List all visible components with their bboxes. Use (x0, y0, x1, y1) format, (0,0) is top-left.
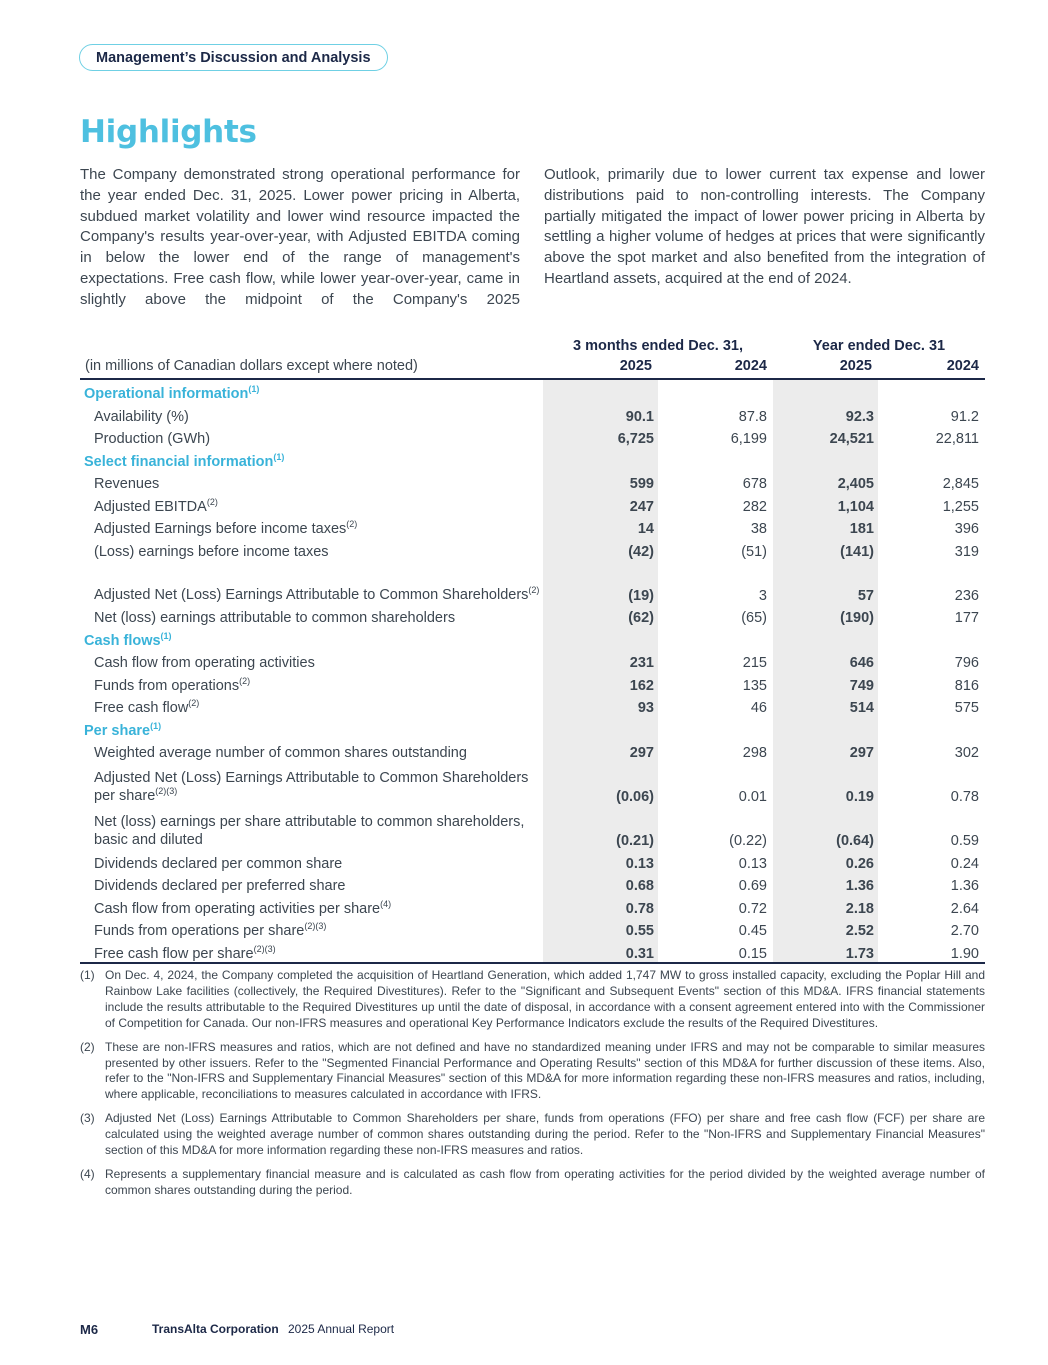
row-label: Dividends declared per preferred share (94, 878, 346, 894)
footer-company: TransAlta Corporation (152, 1322, 279, 1336)
row-label: Free cash flow per share (94, 945, 254, 962)
prior-value: 0.01 (738, 789, 767, 805)
prior-value: 0.72 (738, 900, 767, 917)
table-row (80, 671, 985, 694)
table-row (80, 537, 985, 560)
table-row (80, 917, 985, 940)
footnote-ref: (2)(3) (304, 921, 327, 931)
footnote-ref: (2) (239, 675, 251, 686)
year-header-y-2025: 2025 (773, 354, 878, 379)
group-header-row (80, 331, 985, 354)
row-label: Revenues (94, 476, 160, 492)
prior-value: 0.69 (738, 878, 767, 894)
prior-value: 0.15 (658, 939, 773, 963)
current-value: 2,405 (773, 470, 878, 493)
footnote-ref: (2) (346, 519, 358, 529)
prior-value: (51) (741, 543, 767, 560)
group-header-3-months: 3 months ended Dec. 31, (572, 337, 744, 354)
current-value: 181 (773, 515, 878, 538)
group-header-year: Year ended Dec. 31 (812, 337, 946, 354)
current-value: 0.78 (543, 894, 658, 917)
current-value: (141) (773, 537, 878, 560)
current-value: (190) (773, 604, 878, 627)
table-row (80, 761, 985, 805)
footnote-key: (2) (80, 1039, 95, 1054)
current-value: 24,521 (773, 425, 878, 448)
prior-value: 2.64 (950, 900, 979, 917)
footnote-ref: (1) (150, 720, 162, 731)
footnote-ref: (2)(3) (155, 786, 178, 796)
current-value: 2.52 (773, 917, 878, 940)
footnote-text: Represents a supplementary financial measure and is calculated as cash flow from operating activities for the period divided by the weighted average number of common shares outstanding during the period. (105, 1166, 985, 1197)
current-value: 231 (543, 649, 658, 672)
section-row (80, 626, 985, 649)
current-value: 6,725 (543, 425, 658, 448)
row-label: (Loss) earnings before income taxes (94, 543, 329, 560)
footnote-key: (1) (80, 968, 95, 982)
year-header-y-2024: 2024 (878, 354, 985, 379)
current-value: 514 (773, 694, 878, 717)
prior-value: 282 (742, 498, 767, 515)
prior-value: 1.36 (950, 878, 979, 894)
current-value: 0.31 (543, 939, 658, 963)
current-value: 297 (543, 739, 658, 762)
prior-value: 2,845 (942, 476, 979, 492)
table-row (80, 470, 985, 493)
table-row (80, 694, 985, 717)
prior-value: 22,811 (935, 431, 979, 447)
row-label: Cash flow from operating activities (94, 655, 315, 671)
prior-value: 46 (750, 700, 767, 716)
intro-column-1 (80, 165, 520, 311)
prior-value: 0.45 (738, 923, 767, 939)
prior-value: 87.8 (738, 408, 767, 425)
prior-value: 6,199 (730, 431, 767, 447)
footnote-text: On Dec. 4, 2024, the Company completed the acquisition of Heartland Generation, which added 1,747 MW to gross installed capacity, excluding the Poplar Hill and Rainbow Lake facilities (collectively, the Required Divestitures). Refer to the "Significant and Subsequent Events" section of this MD&A. IFRS financial statements include the results attributable to the Required Divestitures up until the date of disposal, in accordance with a consent agreement entered into with the Commissioner of Competition for Canada. Our non-IFRS measures and operational Key Performance Indicators exclude the results of the Required Divestitures. (105, 968, 985, 1030)
table-row (80, 939, 985, 963)
row-label: Net (loss) earnings per share attributable to common shareholders, basic and diluted (94, 814, 525, 848)
section-row (80, 379, 985, 403)
current-value: 646 (773, 649, 878, 672)
current-value: (0.64) (773, 805, 878, 849)
row-label: Weighted average number of common shares outstanding (94, 745, 467, 761)
current-value: 0.68 (543, 872, 658, 895)
current-value: (0.21) (543, 805, 658, 849)
footnote-ref: (2)(3) (253, 943, 276, 954)
highlights-table (80, 331, 985, 964)
table-row (80, 560, 985, 604)
current-value: (0.06) (543, 761, 658, 805)
row-label: Net (loss) earnings attributable to common shareholders (94, 610, 456, 626)
intro-text-2: Outlook, primarily due to lower current tax expense and lower distributions paid to non-controlling interests. The Company partially mitigated the impact of lower power pricing in Alberta by settling a higher volume of hedges at prices that were significantly above the spot market and also benefited from the integration of Heartland assets, acquired at the end of 2024. (544, 166, 985, 287)
row-label: Dividends declared per common share (94, 855, 343, 872)
current-value: 0.19 (773, 761, 878, 805)
table-row (80, 739, 985, 762)
prior-value: 177 (954, 610, 979, 626)
prior-value: 575 (954, 700, 979, 716)
prior-value: 816 (954, 677, 979, 694)
prior-value: 38 (750, 521, 767, 537)
table-row (80, 872, 985, 895)
table-row (80, 604, 985, 627)
footnote-ref: (4) (380, 898, 392, 909)
footnote (80, 1040, 985, 1104)
row-label: Operational information (84, 386, 249, 402)
current-value: 1.73 (773, 939, 878, 963)
row-label: Adjusted Net (Loss) Earnings Attributable to Common Shareholders per share (94, 770, 529, 804)
page-title: Highlights (80, 114, 257, 150)
current-value: (62) (543, 604, 658, 627)
footnote-text: Adjusted Net (Loss) Earnings Attributable to Common Shareholders per share, funds from operations (FFO) per share and free cash flow (FCF) per share are calculated using the weighted average number of common shares outstanding during the period. Refer to the "Non-IFRS and Supplementary Financial Measures" section of this MD&A for more information regarding these non-IFRS measures and ratios. (105, 1111, 985, 1158)
row-label: Cash flow from operating activities per share (94, 900, 381, 917)
current-value: 2.18 (773, 894, 878, 917)
prior-value: 0.78 (950, 789, 979, 805)
current-value: 162 (543, 671, 658, 694)
prior-value: 2.70 (950, 923, 979, 939)
table-row (80, 402, 985, 425)
prior-value: (0.22) (729, 833, 767, 849)
current-value: (19) (543, 560, 658, 604)
prior-value: 3 (758, 587, 767, 604)
row-label: Production (GWh) (94, 431, 211, 447)
prior-value: 91.2 (950, 408, 979, 425)
footnote-ref: (1) (273, 451, 285, 462)
current-value: 599 (543, 470, 658, 493)
prior-value: 0.24 (950, 855, 979, 872)
prior-value: 298 (742, 745, 767, 761)
footnotes (80, 968, 985, 1207)
footnote (80, 1111, 985, 1159)
row-label: Adjusted Net (Loss) Earnings Attributable to Common Shareholders (94, 586, 529, 603)
row-label: Adjusted Earnings before income taxes (94, 521, 347, 537)
row-label: Availability (%) (94, 408, 189, 425)
row-label: Funds from operations (94, 677, 240, 694)
current-value: 0.13 (543, 849, 658, 872)
footnote-ref: (2) (528, 584, 540, 595)
footnote (80, 968, 985, 1032)
current-value: 92.3 (773, 402, 878, 425)
current-value: 90.1 (543, 402, 658, 425)
row-label: Funds from operations per share (94, 923, 305, 939)
table-row (80, 492, 985, 515)
prior-value: 215 (742, 655, 767, 671)
table-row (80, 425, 985, 448)
current-value: 14 (543, 515, 658, 538)
prior-value: 1,255 (942, 498, 979, 515)
prior-value: 236 (954, 587, 979, 604)
footnote-ref: (2) (206, 496, 218, 507)
current-value: 247 (543, 492, 658, 515)
prior-value: 135 (742, 677, 767, 694)
table-row (80, 894, 985, 917)
row-label: Per share (84, 722, 151, 739)
prior-value: 0.59 (950, 833, 979, 849)
year-header-q-2025: 2025 (543, 354, 658, 379)
section-row (80, 447, 985, 470)
current-value: 749 (773, 671, 878, 694)
row-label: Select financial information (84, 453, 274, 470)
table-row (80, 849, 985, 872)
current-value: (42) (543, 537, 658, 560)
current-value: 0.55 (543, 917, 658, 940)
unit-label: (in millions of Canadian dollars except where noted) (80, 354, 543, 379)
prior-value: 396 (954, 521, 979, 537)
prior-value: 0.13 (738, 855, 767, 872)
section-row (80, 716, 985, 739)
footnote-ref: (1) (160, 630, 172, 641)
table-row (80, 805, 985, 849)
current-value: 1.36 (773, 872, 878, 895)
table-row (80, 649, 985, 672)
section-label: Management’s Discussion and Analysis (96, 50, 371, 66)
current-value: 57 (773, 560, 878, 604)
current-value: 0.26 (773, 849, 878, 872)
page-number: M6 (80, 1322, 99, 1337)
section-label-pill (79, 44, 388, 71)
prior-value: 678 (742, 476, 767, 492)
prior-value: 302 (954, 745, 979, 761)
table-row (80, 515, 985, 538)
prior-value: 1.90 (878, 939, 985, 963)
current-value: 93 (543, 694, 658, 717)
row-label: Free cash flow (94, 700, 189, 716)
footer-report: 2025 Annual Report (288, 1322, 395, 1336)
row-label: Adjusted EBITDA (94, 498, 207, 515)
footnote-text: These are non-IFRS measures and ratios, which are not defined and have no standardized meaning under IFRS and may not be comparable to similar measures presented by other issuers. Refer to the "Segmented Financial Performance and Operating Results" section of this MD&A for further discussion of these items. Also, refer to the "Non-IFRS and Supplementary Financial Measures" section of this MD&A for more information regarding these non-IFRS measures and ratios, including, where applicable, reconciliations to measures calculated in accordance with IFRS. (105, 1039, 985, 1102)
footnote (80, 1167, 985, 1199)
prior-value: 319 (954, 543, 979, 560)
intro-column-2 (544, 165, 985, 290)
prior-value: (65) (741, 610, 767, 626)
year-header-q-2024: 2024 (658, 354, 773, 379)
column-header-row (80, 354, 985, 379)
current-value: 1,104 (773, 492, 878, 515)
footnote-ref: (1) (248, 384, 260, 394)
footnote-ref: (2) (188, 698, 200, 708)
row-label: Cash flows (84, 632, 161, 649)
current-value: 297 (773, 739, 878, 762)
intro-text-1: The Company demonstrated strong operational performance for the year ended Dec. 31, 2025. Lower power pricing in Alberta, subdued market volatility and lower wind resource impacted the Company's results year-over-year, with Adjusted EBITDA coming in below the lower end of the range of management's expectations. Free cash flow, while lower year-over-year, came in slightly above the midpoint of the Company's 2025 (80, 166, 520, 308)
footnote-key: (4) (80, 1166, 95, 1181)
footnote-key: (3) (80, 1111, 95, 1126)
prior-value: 796 (954, 655, 979, 671)
